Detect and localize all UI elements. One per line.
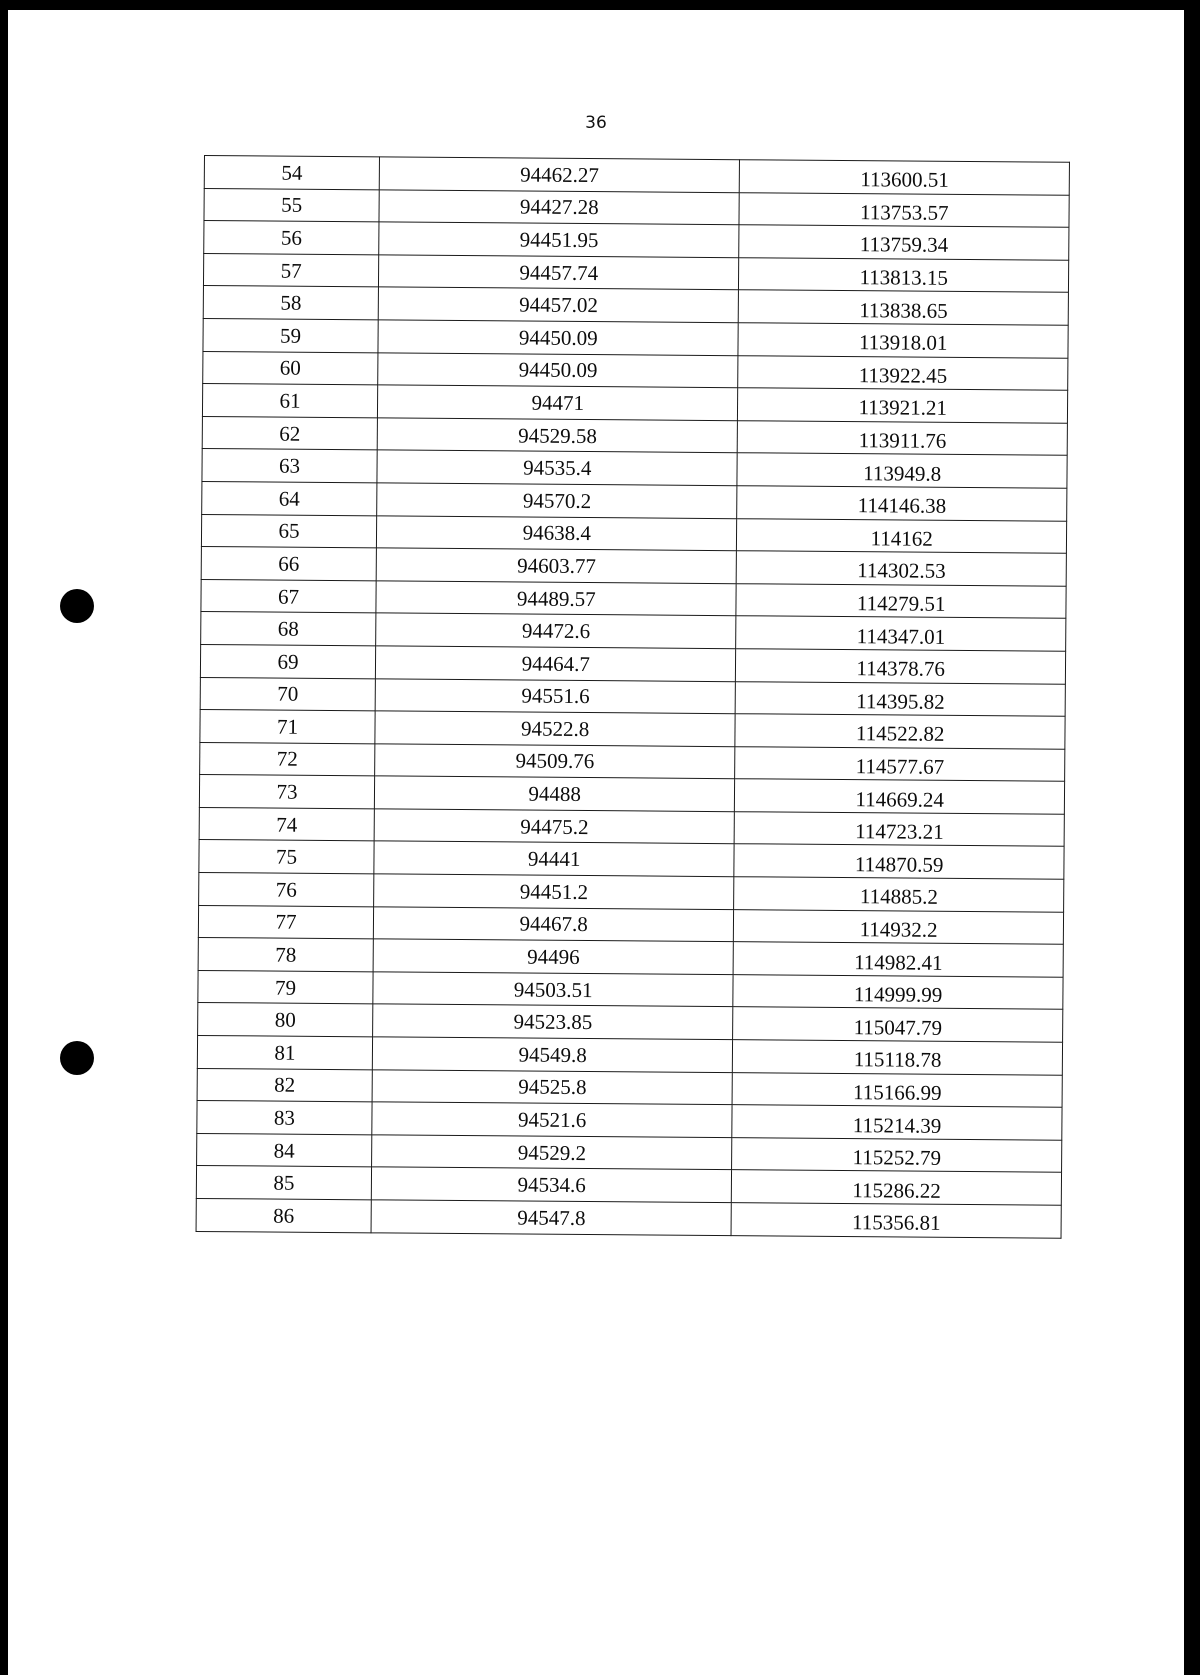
first-value-cell: 94509.76 <box>375 744 736 779</box>
row-index-cell: 57 <box>203 253 378 287</box>
row-index-cell: 54 <box>204 156 379 190</box>
row-index-cell: 73 <box>199 775 374 809</box>
second-value-cell: 115356.81 <box>731 1203 1061 1238</box>
row-index-cell: 81 <box>197 1036 372 1070</box>
second-value-cell: 113600.51 <box>740 160 1070 195</box>
first-value-cell: 94457.02 <box>378 287 739 322</box>
second-value-cell: 113918.01 <box>738 323 1068 358</box>
row-index-cell: 77 <box>198 905 373 939</box>
second-value-cell: 114669.24 <box>735 779 1065 814</box>
first-value-cell: 94529.2 <box>372 1135 733 1170</box>
second-value-cell: 114378.76 <box>736 649 1066 684</box>
first-value-cell: 94472.6 <box>376 613 737 648</box>
row-index-cell: 61 <box>202 384 377 418</box>
row-index-cell: 78 <box>198 938 373 972</box>
second-value-cell: 113753.57 <box>739 192 1069 227</box>
first-value-cell: 94638.4 <box>376 515 737 550</box>
second-value-cell: 115047.79 <box>733 1007 1063 1042</box>
coordinates-table <box>196 155 1070 1238</box>
second-value-cell: 114885.2 <box>734 877 1064 912</box>
punch-hole-top <box>60 589 94 623</box>
first-value-cell: 94475.2 <box>374 809 735 844</box>
row-index-cell: 86 <box>196 1198 371 1232</box>
table-body <box>196 156 1069 1238</box>
second-value-cell: 114577.67 <box>735 746 1065 781</box>
row-index-cell: 56 <box>204 221 379 255</box>
second-value-cell: 113922.45 <box>738 355 1068 390</box>
second-value-cell: 113759.34 <box>739 225 1069 260</box>
second-value-cell: 113838.65 <box>739 290 1069 325</box>
first-value-cell: 94496 <box>373 939 734 974</box>
second-value-cell: 113949.8 <box>737 453 1067 488</box>
table-row <box>196 1198 1061 1237</box>
first-value-cell: 94603.77 <box>376 548 737 583</box>
second-value-cell: 114302.53 <box>737 551 1067 586</box>
second-value-cell: 114395.82 <box>736 681 1066 716</box>
row-index-cell: 62 <box>202 416 377 450</box>
second-value-cell: 114932.2 <box>734 909 1064 944</box>
row-index-cell: 83 <box>197 1101 372 1135</box>
first-value-cell: 94450.09 <box>378 320 739 355</box>
first-value-cell: 94441 <box>374 841 735 876</box>
row-index-cell: 58 <box>203 286 378 320</box>
first-value-cell: 94503.51 <box>373 972 734 1007</box>
row-index-cell: 79 <box>198 970 373 1004</box>
second-value-cell: 114870.59 <box>734 844 1064 879</box>
first-value-cell: 94488 <box>374 776 735 811</box>
first-value-cell: 94427.28 <box>379 189 740 224</box>
row-index-cell: 66 <box>201 547 376 581</box>
second-value-cell: 113921.21 <box>738 388 1068 423</box>
row-index-cell: 84 <box>197 1133 372 1167</box>
first-value-cell: 94451.2 <box>374 874 735 909</box>
second-value-cell: 114162 <box>737 518 1067 553</box>
second-value-cell: 115214.39 <box>732 1105 1062 1140</box>
row-index-cell: 71 <box>200 710 375 744</box>
first-value-cell: 94451.95 <box>379 222 740 257</box>
first-value-cell: 94547.8 <box>371 1200 732 1235</box>
first-value-cell: 94471 <box>378 385 739 420</box>
second-value-cell: 114723.21 <box>735 812 1065 847</box>
second-value-cell: 115118.78 <box>733 1040 1063 1075</box>
first-value-cell: 94523.85 <box>373 1004 734 1039</box>
second-value-cell: 114522.82 <box>735 714 1065 749</box>
second-value-cell: 113911.76 <box>738 420 1068 455</box>
row-index-cell: 75 <box>199 840 374 874</box>
row-index-cell: 59 <box>203 318 378 352</box>
first-value-cell: 94521.6 <box>372 1102 733 1137</box>
second-value-cell: 114146.38 <box>737 486 1067 521</box>
page-number: 36 <box>585 113 607 133</box>
row-index-cell: 70 <box>200 677 375 711</box>
row-index-cell: 82 <box>197 1068 372 1102</box>
second-value-cell: 115252.79 <box>732 1137 1062 1172</box>
first-value-cell: 94462.27 <box>379 157 740 192</box>
row-index-cell: 64 <box>202 481 377 515</box>
second-value-cell: 115166.99 <box>732 1072 1062 1107</box>
second-value-cell: 115286.22 <box>732 1170 1062 1205</box>
row-index-cell: 72 <box>200 742 375 776</box>
row-index-cell: 67 <box>201 579 376 613</box>
row-index-cell: 76 <box>199 873 374 907</box>
row-index-cell: 63 <box>202 449 377 483</box>
second-value-cell: 114279.51 <box>736 583 1066 618</box>
row-index-cell: 69 <box>200 644 375 678</box>
first-value-cell: 94551.6 <box>375 678 736 713</box>
first-value-cell: 94525.8 <box>372 1069 733 1104</box>
second-value-cell: 114982.41 <box>733 942 1063 977</box>
row-index-cell: 85 <box>196 1166 371 1200</box>
first-value-cell: 94522.8 <box>375 711 736 746</box>
row-index-cell: 65 <box>201 514 376 548</box>
punch-hole-bottom <box>60 1041 94 1075</box>
first-value-cell: 94457.74 <box>379 255 740 290</box>
second-value-cell: 114999.99 <box>733 975 1063 1010</box>
first-value-cell: 94529.58 <box>377 418 738 453</box>
first-value-cell: 94464.7 <box>375 646 736 681</box>
row-index-cell: 68 <box>201 612 376 646</box>
row-index-cell: 60 <box>203 351 378 385</box>
second-value-cell: 113813.15 <box>739 257 1069 292</box>
row-index-cell: 74 <box>199 807 374 841</box>
first-value-cell: 94534.6 <box>371 1167 732 1202</box>
first-value-cell: 94570.2 <box>377 483 738 518</box>
first-value-cell: 94549.8 <box>372 1037 733 1072</box>
row-index-cell: 80 <box>198 1003 373 1037</box>
row-index-cell: 55 <box>204 188 379 222</box>
first-value-cell: 94535.4 <box>377 450 738 485</box>
first-value-cell: 94450.09 <box>378 352 739 387</box>
first-value-cell: 94489.57 <box>376 581 737 616</box>
second-value-cell: 114347.01 <box>736 616 1066 651</box>
document-page <box>8 10 1184 1675</box>
first-value-cell: 94467.8 <box>373 907 734 942</box>
